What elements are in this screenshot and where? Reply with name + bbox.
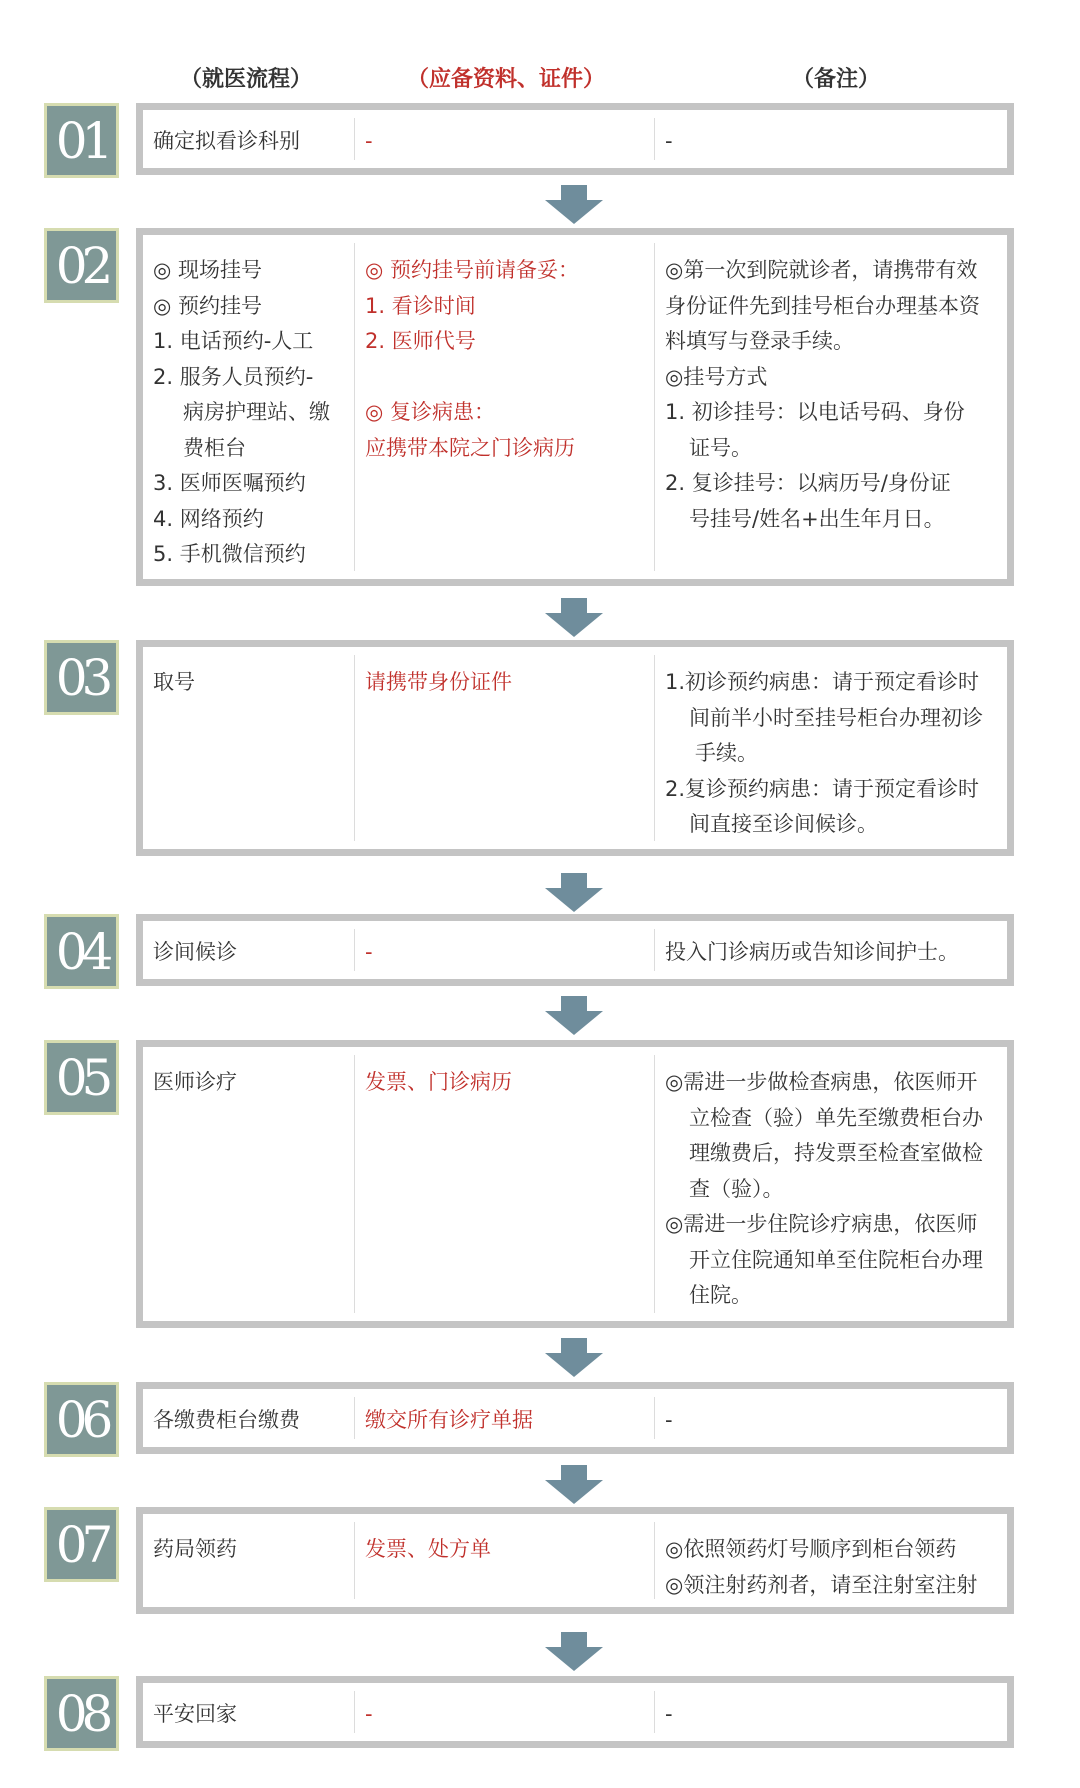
documents-column [355,929,655,971]
step-number-badge: 05 [44,1040,119,1115]
process-line: 4. 网络预约 [153,506,264,531]
documents-line: 1. 看诊时间 [365,293,476,318]
process-line: ◎ 预约挂号 [153,293,262,318]
documents-line: 2. 医师代号 [365,329,476,353]
documents-text: - [365,129,373,153]
process-column [143,1055,355,1313]
documents-column [355,1055,655,1313]
down-arrow-icon [545,1632,603,1672]
remarks-line: 住院。 [689,1283,752,1307]
documents-text: 发票、门诊病历 [365,1070,512,1094]
documents-text: 发票、处方单 [365,1537,491,1561]
remarks-line: 查（验）。 [689,1176,784,1201]
process-text: 诊间候诊 [153,940,237,964]
documents-line: ◎ 复诊病患： [365,400,495,424]
remarks-column [655,1055,1014,1313]
process-line: 2. 服务人员预约- [153,364,314,389]
remarks-text: - [665,1408,673,1432]
process-line: 3. 医师医嘱预约 [153,471,306,495]
remarks-text: - [665,129,673,153]
documents-spacer [365,360,644,396]
remarks-text: - [665,1702,673,1726]
documents-column [355,243,655,571]
step-box [136,228,1014,586]
step-box [136,914,1014,986]
header-remarks: （备注） [791,67,880,92]
remarks-line: 身份证件先到挂号柜台办理基本资 [665,293,980,318]
remarks-column [655,118,1014,160]
remarks-line: 间前半小时至挂号柜台办理初诊 [689,705,983,730]
remarks-column [655,1522,1014,1599]
documents-column [355,1397,655,1439]
process-column [143,1691,355,1733]
process-line: 费柜台 [183,435,246,460]
documents-column [355,655,655,841]
remarks-line: 1.初诊预约病患：请于预定看诊时 [665,670,980,694]
step-number-badge: 01 [44,103,119,178]
process-text: 平安回家 [153,1702,237,1726]
header-documents: （应备资料、证件） [406,67,605,92]
down-arrow-icon [545,598,603,638]
down-arrow-icon [545,1338,603,1378]
step-box [136,1040,1014,1328]
documents-text: - [365,1702,373,1726]
step-box [136,1507,1014,1614]
step-number-badge: 08 [44,1676,119,1751]
documents-text: 请携带身份证件 [365,670,512,694]
remarks-column [655,655,1014,841]
down-arrow-icon [545,185,603,225]
process-text: 各缴费柜台缴费 [153,1408,300,1432]
documents-line: 应携带本院之门诊病历 [365,435,575,460]
process-column [143,1522,355,1599]
remarks-column [655,1397,1014,1439]
remarks-line: 立检查（验）单先至缴费柜台办 [689,1105,983,1130]
documents-column [355,118,655,160]
process-line: ◎ 现场挂号 [153,258,262,282]
remarks-line: ◎挂号方式 [665,364,768,389]
remarks-line: 手续。 [695,741,758,765]
column-headers [0,60,1080,100]
step-number-badge: 03 [44,640,119,715]
down-arrow-icon [545,996,603,1036]
documents-text: 缴交所有诊疗单据 [365,1408,533,1432]
process-text: 医师诊疗 [153,1070,237,1094]
remarks-line: 开立住院通知单至住院柜台办理 [689,1247,983,1272]
process-column [143,929,355,971]
process-column [143,243,355,571]
documents-column [355,1522,655,1599]
remarks-line: ◎需进一步住院诊疗病患，依医师 [665,1212,978,1236]
remarks-line: 证号。 [689,435,752,460]
process-column [143,118,355,160]
header-process: （就医流程） [179,67,312,92]
process-text: 确定拟看诊科别 [153,129,300,153]
process-line: 病房护理站、缴 [183,400,330,424]
step-box [136,103,1014,175]
step-number-badge: 04 [44,914,119,989]
step-number-badge: 07 [44,1507,119,1582]
remarks-line: 料填写与登录手续。 [665,329,854,353]
remarks-line: 理缴费后，持发票至检查室做检 [689,1141,983,1165]
remarks-text: 投入门诊病历或告知诊间护士。 [665,940,959,964]
remarks-column [655,929,1014,971]
documents-text: - [365,940,373,964]
step-number-badge: 02 [44,228,119,303]
process-text: 药局领药 [153,1537,237,1561]
down-arrow-icon [545,873,603,913]
step-number-badge: 06 [44,1382,119,1457]
remarks-column [655,243,1014,571]
remarks-line: 2. 复诊挂号：以病历号/身份证 [665,471,951,495]
remarks-line: 1. 初诊挂号：以电话号码、身份 [665,400,965,424]
remarks-line: 号挂号/姓名+出生年月日。 [689,506,945,531]
remarks-line: ◎第一次到院就诊者，请携带有效 [665,258,978,282]
step-box [136,640,1014,856]
down-arrow-icon [545,1465,603,1505]
step-box [136,1382,1014,1454]
process-line: 5. 手机微信预约 [153,542,306,566]
process-line: 1. 电话预约-人工 [153,329,314,353]
remarks-line: ◎领注射药剂者，请至注射室注射 [665,1572,978,1597]
remarks-line: 2.复诊预约病患：请于预定看诊时 [665,776,980,801]
remarks-line: ◎依照领药灯号顺序到柜台领药 [665,1537,957,1561]
process-column [143,1397,355,1439]
documents-line: ◎ 预约挂号前请备妥： [365,258,579,282]
process-column [143,655,355,841]
process-text: 取号 [153,670,195,694]
step-box [136,1676,1014,1748]
remarks-column [655,1691,1014,1733]
remarks-line: ◎需进一步做检查病患，依医师开 [665,1070,978,1094]
documents-column [355,1691,655,1733]
remarks-line: 间直接至诊间候诊。 [689,812,878,836]
